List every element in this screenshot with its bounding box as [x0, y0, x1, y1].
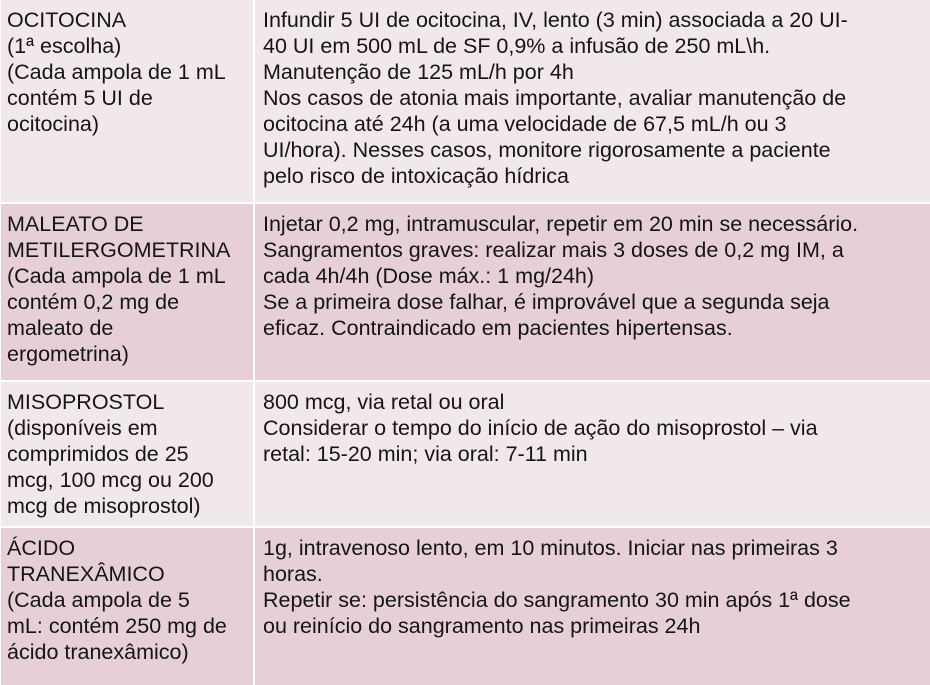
table-row-metilergometrina [1, 204, 930, 382]
instructions-cell: 1g, intravenoso lento, em 10 minutos. Iniciar nas primeiras 3 horas. Repetir se: persistência do sangramento 30 min após 1ª dose ou reinício do sangramento nas primeiras 24h [263, 536, 851, 638]
drug-name-cell: ÁCIDO TRANEXÂMICO (Cada ampola de 5 mL: contém 250 mg de ácido tranexâmico) [1, 528, 255, 685]
instructions-cell: 800 mcg, via retal ou oral Considerar o tempo do início de ação do misoprostol – via retal: 15-20 min; via oral: 7-11 min [263, 390, 818, 466]
drug-name-cell: OCITOCINA (1ª escolha) (Cada ampola de 1 mL contém 5 UI de ocitocina) [1, 0, 255, 202]
drug-name-cell: MALEATO DE METILERGOMETRINA (Cada ampola de 1 mL contém 0,2 mg de maleato de ergometrina) [1, 204, 255, 380]
instructions-cell: Injetar 0,2 mg, intramuscular, repetir em 20 min se necessário. Sangramentos graves: realizar mais 3 doses de 0,2 mg IM, a cada 4h/4h (Dose máx.: 1 mg/24h) Se a primeira dose falhar, é improvável que a segunda seja eficaz. Contraindicado em pacientes hipertensas. [263, 212, 859, 340]
table-row-acido-tranexamico [1, 528, 930, 685]
table-row-misoprostol [1, 382, 930, 528]
table-row-ocitocina [1, 0, 930, 204]
instructions-cell: Infundir 5 UI de ocitocina, IV, lento (3 min) associada a 20 UI- 40 UI em 500 mL de SF 0,9% a infusão de 250 mL\h. Manutenção de 125 mL/h por 4h Nos casos de atonia mais importante, avaliar manutenção de ocitocina até 24h (a uma velocidade de 67,5 mL/h ou 3 UI/hora). Nesses casos, monitore rigorosamente a paciente pelo risco de intoxicação hídrica [263, 8, 848, 188]
drug-name-cell: MISOPROSTOL (disponíveis em comprimidos de 25 mcg, 100 mcg ou 200 mcg de misoprostol) [1, 382, 255, 526]
